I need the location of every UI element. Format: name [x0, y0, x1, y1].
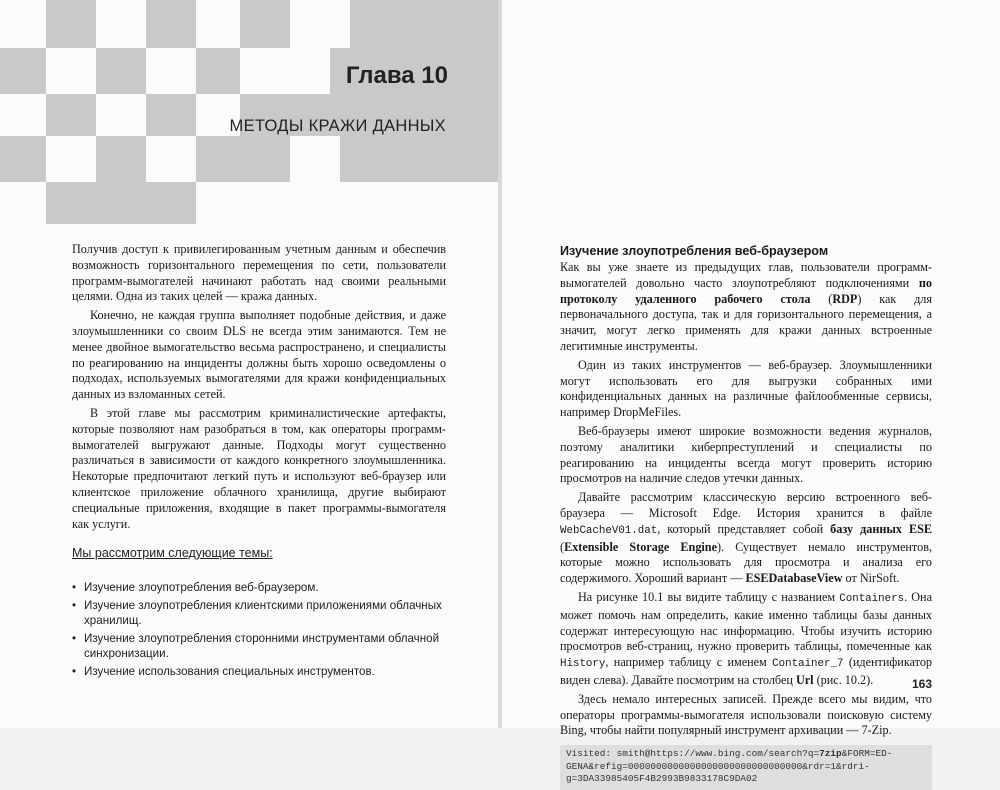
topic-item: • Изучение злоупотребления веб-браузером.: [72, 580, 446, 596]
body-paragraph-5: На рисунке 10.1 вы видите таблицу с названием Containers. Она может помочь нам определить, какие именно таблицы базы данных содержат интересующую нас информацию. Чтобы изучить историю просмотров веб-страниц, нужно проверить таблицы, помеченные как History, например таблицу с именем Container_7 (идентификатор виден слева). Давайте посмотрим на столбец Url (рис. 10.2).: [560, 589, 933, 687]
topic-item: • Изучение использования специальных инструментов.: [72, 664, 446, 680]
body-paragraph-2: Один из таких инструментов — веб-браузер. Злоумышленники могут использовать его для выгрузки собранных ими конфиденциальных данных на различные файлообменные сервисы, например DropMeFiles.: [560, 357, 932, 420]
tool-name: ESEDatabaseView: [745, 571, 843, 586]
chapter-title: Глава 10: [345, 62, 448, 89]
page-number: 163: [911, 677, 932, 691]
code-listing: Visited: smith@https://www.bing.com/search?q=7zip&FORM=ED- GENA&refig=0000000000000000000000000000000&rdr=1&rdri- g=3DA33985405F4B2993B9833178C9DA02: [560, 745, 932, 790]
right-body-text: [560, 244, 932, 790]
body-paragraph-4: Давайте рассмотрим классическую версию встроенного веб-браузера — Microsoft Edge. История хранится в файле WebCacheV01.dat, который представляет собой базу данных ESE (Extensible Storage Engine). Существует немало инструментов, которые можно использовать для просмотра и анализа его содержимого. Хороший вариант — ESEDatabaseView от NirSoft.: [560, 490, 933, 586]
intro-paragraph-1: Получив доступ к привилегированным учетным данным и обеспечив возможность горизонтального перемещения по сети, пользователи программ-вымогателей начинают работать над своими реальными целями. Одна из таких целей — кража данных.: [72, 242, 446, 304]
intro-paragraph-2: Конечно, не каждая группа выполняет подобные действия, и даже злоумышленники со своим DLS не всегда этим занимаются. Тем не менее двойное вымогательство весьма распространено, и специалисты по реагированию на инциденты должны быть хорошо осведомлены о подходах, используемых вымогателями для кражи конфиденциальных данных из взломанных сетей.: [72, 308, 446, 402]
left-page: [0, 0, 498, 728]
body-paragraph-3: Веб-браузеры имеют широкие возможности ведения журналов, поэтому аналитики киберпреступлений и специалисты по реагированию на инциденты всегда могут проверить историю просмотров на наличие следов утечки данных.: [560, 423, 932, 486]
section-heading: Изучение злоупотребления веб-браузером: [560, 244, 829, 258]
topics-heading: Мы рассмотрим следующие темы:: [72, 546, 273, 561]
intro-paragraph-3: В этой главе мы рассмотрим криминалистические артефакты, которые позволяют нам разобраться в том, как операторы программ-вымогателей выгружают данные. Подходы могут существенно различаться в зависимости от каждого конкретного злоумышленника. Некоторые предпочитают легкий путь и используют веб-браузер или клиентское приложение облачного хранилища, другие выбирают специальные приложения, входящие в пакет программы-вымогателя как услуги.: [72, 405, 446, 531]
body-paragraph-6: Здесь немало интересных записей. Прежде всего мы видим, что операторы программы-вымогателя использовали поисковую систему Bing, чтобы найти популярный инструмент архивации — 7-Zip.: [560, 691, 932, 738]
topic-item: • Изучение злоупотребления клиентскими приложениями облачных хранилищ.: [72, 598, 446, 629]
rdp-term: по протоколу удаленного рабочего стола: [560, 275, 932, 306]
topics-list: [72, 580, 446, 679]
body-paragraph-1: Как вы уже знаете из предыдущих глав, пользователи программ-вымогателей довольно часто злоупотребляют подключениями по протоколу удаленного рабочего стола (RDP) как для первоначального доступа, так и для горизонтального перемещения, а значит, могут легко применять для кражи данных встроенные легитимные инструменты.: [560, 260, 932, 353]
file-name: WebCacheV01.dat: [560, 524, 658, 537]
chapter-subtitle: МЕТОДЫ КРАЖИ ДАННЫХ: [229, 117, 446, 135]
topic-item: • Изучение злоупотребления сторонними инструментами облачной синхронизации.: [72, 631, 446, 662]
chapter-header-graphic: [0, 0, 498, 224]
left-body-text: [72, 242, 446, 681]
